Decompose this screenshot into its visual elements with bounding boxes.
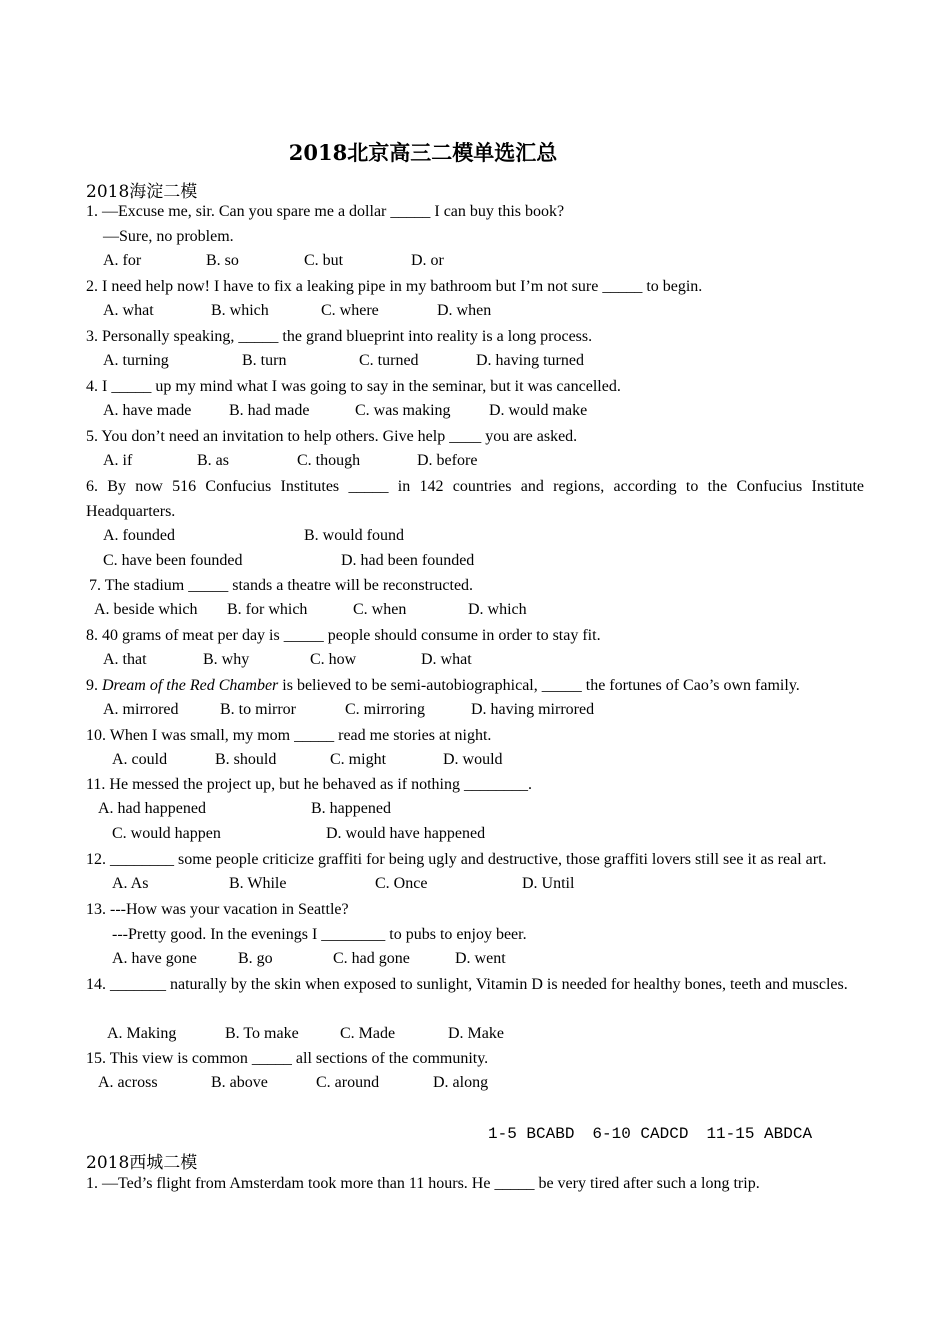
question-13-stem: 13. ---How was your vacation in Seattle? [86,901,349,918]
question-5-stem: 5. You don’t need an invitation to help others. Give help ____ you are asked. [86,428,578,445]
q10-option-d: D. would [443,751,503,768]
q1-option-c: C. but [304,252,344,269]
q7-option-b: B. for which [227,601,308,618]
q2-option-a: A. what [103,302,154,319]
q7-option-a: A. beside which [94,601,198,618]
q8-option-d: D. what [421,651,472,668]
q15-option-d: D. along [433,1074,489,1091]
q11-option-c: C. would happen [112,825,221,842]
question-14-stem: 14. _______ naturally by the skin when exposed to sunlight, Vitamin D is needed for healthy bones, teeth and muscles. [86,976,848,993]
xicheng-question-1-stem: 1. —Ted’s flight from Amsterdam took more than 11 hours. He _____ be very tired after such a long trip. [86,1175,760,1192]
q10-option-b: B. should [215,751,277,768]
q8-option-b: B. why [203,651,250,668]
q3-option-a: A. turning [103,352,169,369]
q2-option-b: B. which [211,302,269,319]
question-7-stem: 7. The stadium _____ stands a theatre will be reconstructed. [89,577,474,594]
q8-option-c: C. how [310,651,357,668]
q11-option-d: D. would have happened [326,825,486,842]
q9-option-d: D. having mirrored [471,701,595,718]
q6-option-b: B. would found [304,527,404,544]
question-15-stem: 15. This view is common _____ all sections of the community. [86,1050,489,1067]
q9-option-b: B. to mirror [220,701,296,718]
q2-option-c: C. where [321,302,379,319]
q12-option-b: B. While [229,875,287,892]
answer-group-1-5: 1-5 BCABD [488,1125,575,1143]
q11-option-b: B. happened [311,800,391,817]
q14-option-d: D. Make [448,1025,504,1042]
q12-option-a: A. As [112,875,149,892]
question-12-stem: 12. ________ some people criticize graffiti for being ugly and destructive, those graffiti lovers still see it as real art. [86,851,827,868]
q4-option-b: B. had made [229,402,310,419]
q13-option-c: C. had gone [333,950,410,967]
q9-option-a: A. mirrored [103,701,179,718]
question-6-stem: 6. By now 516 Confucius Institutes _____ in 142 countries and regions, according to the Confucius Institute Headquarters. [86,478,864,520]
q1-option-a: A. for [103,252,142,269]
q10-option-a: A. could [112,751,168,768]
q13-option-d: D. went [455,950,506,967]
question-11-stem: 11. He messed the project up, but he behaved as if nothing ________. [86,776,532,793]
question-2-stem: 2. I need help now! I have to fix a leaking pipe in my bathroom but I’m not sure _____ to begin. [86,278,703,295]
q14-option-b: B. To make [225,1025,299,1042]
q1-option-b: B. so [206,252,239,269]
q14-option-a: A. Making [107,1025,177,1042]
q9-stem-rest: is believed to be semi-autobiographical, _____ the fortunes of Cao’s own family. [278,677,800,694]
q5-option-d: D. before [417,452,478,469]
q10-option-c: C. might [330,751,387,768]
q4-option-d: D. would make [489,402,588,419]
question-9-stem [86,676,800,696]
question-1-stem: 1. —Excuse me, sir. Can you spare me a dollar _____ I can buy this book? [86,203,565,220]
q13-option-b: B. go [238,950,273,967]
section-heading-haidian: 2018海淀二模 [86,182,198,202]
q5-option-c: C. though [297,452,361,469]
q15-option-a: A. across [98,1074,158,1091]
q6-option-d: D. had been founded [341,552,475,569]
q3-option-d: D. having turned [476,352,584,369]
answer-group-11-15: 11-15 ABDCA [706,1125,813,1143]
q9-option-c: C. mirroring [345,701,425,718]
section-heading-xicheng: 2018西城二模 [86,1153,198,1173]
q12-option-c: C. Once [375,875,428,892]
page-title: 2018北京高三二模单选汇总 [288,140,558,165]
answer-group-6-10: 6-10 CADCD [592,1125,689,1143]
q12-option-d: D. Until [522,875,575,892]
question-10-stem: 10. When I was small, my mom _____ read me stories at night. [86,727,492,744]
q7-option-d: D. which [468,601,527,618]
q5-option-b: B. as [197,452,229,469]
q14-option-c: C. Made [340,1025,396,1042]
q7-option-c: C. when [353,601,407,618]
question-8-stem: 8. 40 grams of meat per day is _____ people should consume in order to stay fit. [86,627,601,644]
answer-key [488,1125,830,1143]
q5-option-a: A. if [103,452,133,469]
q9-book-title: Dream of the Red Chamber [102,677,279,694]
q15-option-c: C. around [316,1074,380,1091]
question-1-reply: —Sure, no problem. [103,228,234,245]
q6-option-a: A. founded [103,527,175,544]
q13-option-a: A. have gone [112,950,197,967]
q2-option-d: D. when [437,302,492,319]
q4-option-a: A. have made [103,402,192,419]
q6-option-c: C. have been founded [103,552,243,569]
q1-option-d: D. or [411,252,444,269]
question-4-stem: 4. I _____ up my mind what I was going to say in the seminar, but it was cancelled. [86,378,621,395]
q3-option-b: B. turn [242,352,287,369]
q15-option-b: B. above [211,1074,268,1091]
question-3-stem: 3. Personally speaking, _____ the grand blueprint into reality is a long process. [86,328,593,345]
q11-option-a: A. had happened [98,800,206,817]
q3-option-c: C. turned [359,352,419,369]
q8-option-a: A. that [103,651,147,668]
q9-number: 9. [86,677,102,694]
q4-option-c: C. was making [355,402,451,419]
question-13-reply: ---Pretty good. In the evenings I ________ to pubs to enjoy beer. [112,926,527,943]
